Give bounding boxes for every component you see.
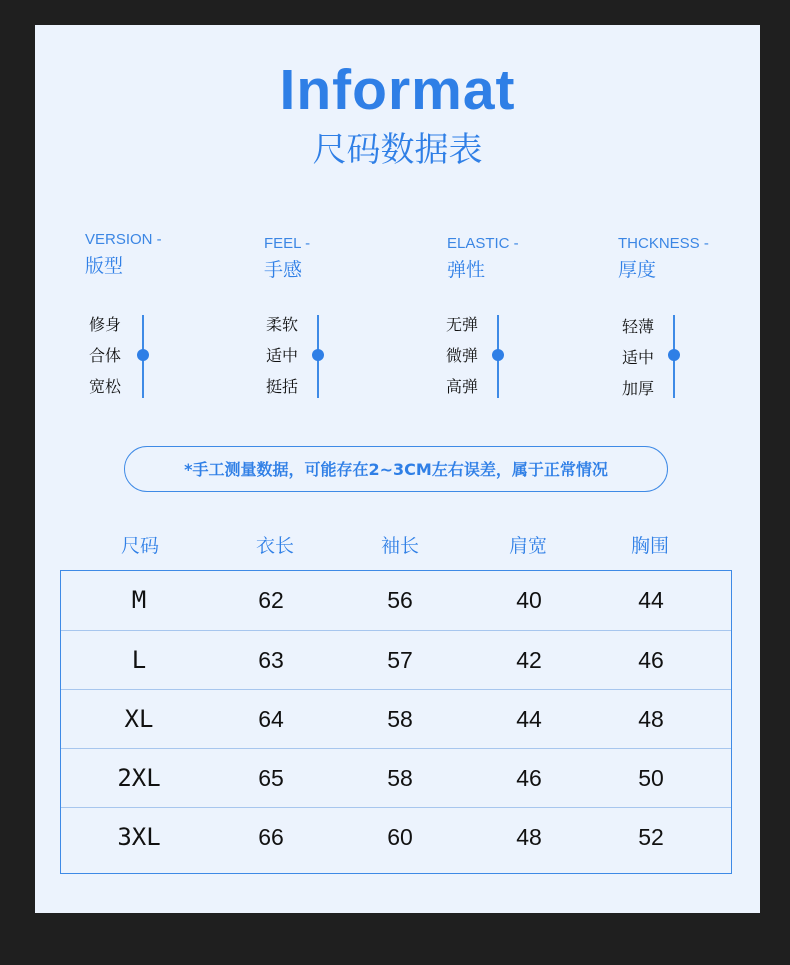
attr-feel-cn: 手感 (264, 259, 303, 281)
col-header-size: 尺码 (120, 535, 159, 557)
shoulder-cell: 46 (516, 765, 542, 791)
col-header-length: 衣长 (255, 535, 294, 557)
page-subtitle: 尺码数据表 (312, 130, 483, 170)
option-label: 高弹 (446, 377, 479, 396)
length-cell: 63 (258, 647, 284, 673)
length-cell: 66 (258, 824, 284, 850)
measurement-note: *手工测量数据，可能存在2~3CM左右误差，属于正常情况 (124, 446, 668, 492)
size-cell: 3XL (117, 823, 161, 851)
elastic-indicator-dot (492, 349, 504, 361)
feel-indicator-dot (312, 349, 324, 361)
length-cell: 64 (258, 706, 284, 732)
size-chart-card (35, 25, 760, 913)
size-cell: L (131, 646, 147, 674)
chest-cell: 50 (638, 765, 664, 791)
option-label: 加厚 (622, 379, 655, 398)
attr-version-cn: 版型 (85, 255, 124, 277)
size-cell: M (131, 586, 147, 614)
size-table (60, 570, 732, 874)
sleeve-cell: 58 (387, 765, 413, 791)
chest-cell: 48 (638, 706, 664, 732)
chest-cell: 52 (638, 824, 664, 850)
sleeve-cell: 60 (387, 824, 413, 850)
option-label: 适中 (622, 348, 655, 367)
attr-version-en: VERSION - (85, 231, 162, 248)
option-label: 轻薄 (622, 317, 655, 336)
thickness-indicator-dot (668, 349, 680, 361)
attr-elastic-cn: 弹性 (447, 259, 486, 281)
option-label: 微弹 (446, 346, 479, 365)
attr-elastic (447, 235, 519, 283)
attr-thickness-en: THCKNESS - (618, 235, 709, 252)
option-label: 柔软 (266, 315, 299, 334)
option-label: 修身 (89, 315, 122, 334)
attr-elastic-en: ELASTIC - (447, 235, 519, 252)
chest-cell: 46 (638, 647, 664, 673)
chest-cell: 44 (638, 587, 664, 613)
col-header-chest: 胸围 (630, 535, 669, 557)
version-indicator-dot (137, 349, 149, 361)
attr-version (85, 231, 162, 279)
attr-feel (264, 235, 310, 283)
option-label: 无弹 (446, 315, 479, 334)
shoulder-cell: 48 (516, 824, 542, 850)
table-row (61, 571, 731, 630)
table-row (61, 689, 731, 749)
option-label: 挺括 (266, 377, 299, 396)
option-label: 宽松 (89, 377, 122, 396)
page-title: Informat (279, 58, 516, 122)
sleeve-cell: 57 (387, 647, 413, 673)
sleeve-cell: 58 (387, 706, 413, 732)
table-row (61, 807, 731, 867)
shoulder-cell: 44 (516, 706, 542, 732)
attr-thickness (618, 235, 709, 283)
col-header-shoulder: 肩宽 (508, 535, 547, 557)
shoulder-cell: 40 (516, 587, 542, 613)
size-cell: XL (124, 705, 154, 733)
attr-thickness-cn: 厚度 (618, 259, 657, 281)
option-label: 适中 (266, 346, 299, 365)
table-row (61, 748, 731, 808)
table-row (61, 630, 731, 690)
sleeve-cell: 56 (387, 587, 413, 613)
col-header-sleeve: 袖长 (380, 535, 419, 557)
length-cell: 65 (258, 765, 284, 791)
attr-feel-en: FEEL - (264, 235, 311, 252)
option-label: 合体 (89, 346, 122, 365)
shoulder-cell: 42 (516, 647, 542, 673)
size-cell: 2XL (117, 764, 161, 792)
length-cell: 62 (258, 587, 284, 613)
